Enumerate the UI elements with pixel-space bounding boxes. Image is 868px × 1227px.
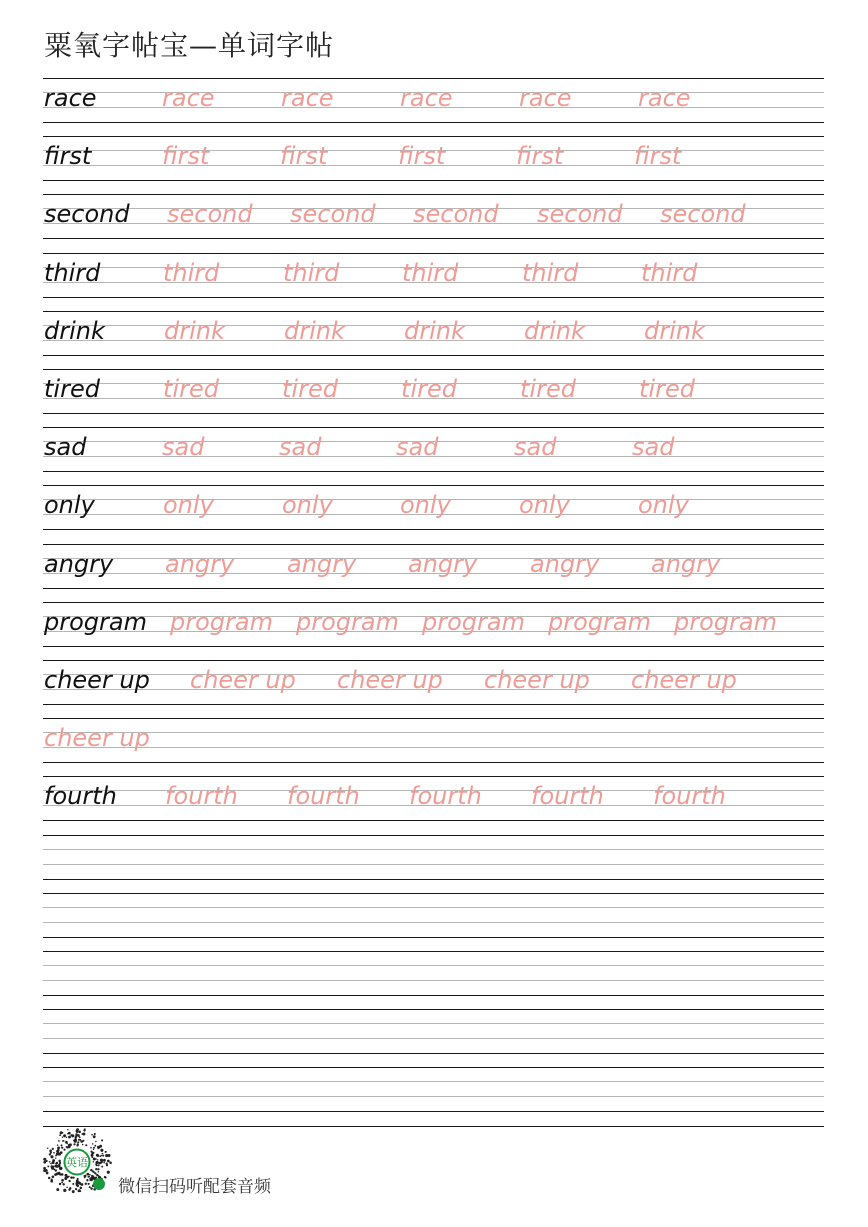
trace-word: only bbox=[400, 491, 451, 520]
guide-rule bbox=[43, 732, 824, 733]
trace-word: race bbox=[400, 84, 453, 112]
baseline-rule bbox=[43, 180, 824, 181]
trace-word: drink bbox=[524, 316, 585, 345]
trace-word: tired bbox=[282, 375, 338, 403]
trace-word: second bbox=[413, 200, 499, 229]
baseline-rule bbox=[43, 413, 824, 414]
trace-word: tired bbox=[163, 375, 219, 403]
baseline-rule bbox=[43, 762, 824, 763]
baseline-rule bbox=[43, 194, 824, 195]
baseline-rule bbox=[43, 660, 824, 661]
baseline-rule bbox=[43, 893, 824, 894]
trace-word: cheer up bbox=[337, 666, 443, 694]
baseline-rule bbox=[43, 122, 824, 123]
trace-word: race bbox=[281, 84, 334, 112]
trace-word: angry bbox=[530, 549, 600, 578]
baseline-rule bbox=[43, 136, 824, 137]
model-word: race bbox=[44, 84, 97, 112]
trace-word: first bbox=[398, 142, 446, 171]
trace-word: sad bbox=[279, 433, 322, 462]
trace-word: fourth bbox=[653, 782, 726, 811]
trace-word: angry bbox=[651, 549, 721, 578]
trace-word: race bbox=[162, 84, 215, 112]
baseline-rule bbox=[43, 1126, 824, 1127]
model-word: angry bbox=[44, 549, 114, 578]
trace-word: only bbox=[638, 491, 689, 520]
baseline-rule bbox=[43, 588, 824, 589]
trace-word: cheer up bbox=[631, 666, 737, 694]
baseline-rule bbox=[43, 937, 824, 938]
qr-code[interactable] bbox=[42, 1127, 112, 1197]
guide-rule bbox=[43, 849, 824, 850]
guide-rule bbox=[43, 1081, 824, 1082]
trace-word: second bbox=[660, 200, 746, 229]
trace-word: sad bbox=[632, 433, 675, 462]
baseline-rule bbox=[43, 253, 824, 254]
model-word: program bbox=[44, 607, 147, 636]
model-word: cheer up bbox=[44, 666, 150, 694]
guide-rule bbox=[43, 907, 824, 908]
trace-word: second bbox=[290, 200, 376, 229]
model-word: third bbox=[44, 258, 101, 287]
baseline-rule bbox=[43, 355, 824, 356]
baseline-rule bbox=[43, 718, 824, 719]
baseline-rule bbox=[43, 297, 824, 298]
guide-rule bbox=[43, 980, 824, 981]
guide-rule bbox=[43, 1023, 824, 1024]
trace-word: angry bbox=[287, 549, 357, 578]
trace-word: fourth bbox=[165, 782, 238, 811]
trace-word: third bbox=[641, 258, 698, 287]
baseline-rule bbox=[43, 835, 824, 836]
model-word: fourth bbox=[44, 782, 117, 811]
trace-word: fourth bbox=[531, 782, 604, 811]
guide-rule bbox=[43, 922, 824, 923]
baseline-rule bbox=[43, 311, 824, 312]
trace-word: fourth bbox=[409, 782, 482, 811]
footer-caption: 微信扫码听配套音频 bbox=[118, 1177, 271, 1197]
trace-word: third bbox=[283, 258, 340, 287]
trace-word: second bbox=[167, 200, 253, 229]
qr-small-badge-icon bbox=[93, 1178, 105, 1190]
trace-word: drink bbox=[404, 316, 465, 345]
trace-word: program bbox=[548, 607, 651, 636]
baseline-rule bbox=[43, 995, 824, 996]
trace-word: program bbox=[170, 607, 273, 636]
trace-word: fourth bbox=[287, 782, 360, 811]
trace-word: only bbox=[163, 491, 214, 520]
trace-word: drink bbox=[644, 316, 705, 345]
baseline-rule bbox=[43, 529, 824, 530]
model-word: only bbox=[44, 491, 95, 520]
trace-word: only bbox=[519, 491, 570, 520]
baseline-rule bbox=[43, 1009, 824, 1010]
trace-word: program bbox=[296, 607, 399, 636]
baseline-rule bbox=[43, 879, 824, 880]
guide-rule bbox=[43, 747, 824, 748]
baseline-rule bbox=[43, 704, 824, 705]
baseline-rule bbox=[43, 1067, 824, 1068]
baseline-rule bbox=[43, 1111, 824, 1112]
baseline-rule bbox=[43, 78, 824, 79]
trace-word: sad bbox=[396, 433, 439, 462]
baseline-rule bbox=[43, 602, 824, 603]
trace-word: cheer up bbox=[44, 724, 150, 753]
trace-word: tired bbox=[401, 375, 457, 403]
trace-word: only bbox=[282, 491, 333, 520]
baseline-rule bbox=[43, 369, 824, 370]
trace-word: first bbox=[634, 142, 682, 171]
trace-word: cheer up bbox=[484, 666, 590, 694]
model-word: first bbox=[44, 142, 92, 171]
guide-rule bbox=[43, 965, 824, 966]
qr-code-image[interactable] bbox=[42, 1127, 112, 1197]
qr-badge-label: 英语 bbox=[66, 1156, 88, 1169]
baseline-rule bbox=[43, 544, 824, 545]
guide-rule bbox=[43, 1096, 824, 1097]
trace-word: angry bbox=[165, 549, 235, 578]
trace-word: tired bbox=[520, 375, 576, 403]
trace-word: sad bbox=[514, 433, 557, 462]
trace-word: angry bbox=[408, 549, 478, 578]
trace-word: sad bbox=[162, 433, 205, 462]
model-word: sad bbox=[44, 433, 87, 462]
guide-rule bbox=[43, 1038, 824, 1039]
trace-word: program bbox=[674, 607, 777, 636]
baseline-rule bbox=[43, 427, 824, 428]
trace-word: third bbox=[402, 258, 459, 287]
trace-word: drink bbox=[164, 316, 225, 345]
baseline-rule bbox=[43, 951, 824, 952]
trace-word: tired bbox=[639, 375, 695, 403]
baseline-rule bbox=[43, 646, 824, 647]
baseline-rule bbox=[43, 471, 824, 472]
guide-rule bbox=[43, 864, 824, 865]
model-word: second bbox=[44, 200, 130, 229]
trace-word: first bbox=[162, 142, 210, 171]
trace-word: third bbox=[522, 258, 579, 287]
trace-word: race bbox=[638, 84, 691, 112]
trace-word: first bbox=[516, 142, 564, 171]
trace-word: third bbox=[163, 258, 220, 287]
trace-word: cheer up bbox=[190, 666, 296, 694]
baseline-rule bbox=[43, 820, 824, 821]
trace-word: drink bbox=[284, 316, 345, 345]
model-word: tired bbox=[44, 375, 100, 403]
trace-word: race bbox=[519, 84, 572, 112]
model-word: drink bbox=[44, 316, 105, 345]
baseline-rule bbox=[43, 485, 824, 486]
trace-word: first bbox=[280, 142, 328, 171]
trace-word: second bbox=[537, 200, 623, 229]
baseline-rule bbox=[43, 1053, 824, 1054]
page-title: 粟氧字帖宝—单词字帖 bbox=[44, 29, 335, 62]
baseline-rule bbox=[43, 776, 824, 777]
trace-word: program bbox=[422, 607, 525, 636]
baseline-rule bbox=[43, 238, 824, 239]
